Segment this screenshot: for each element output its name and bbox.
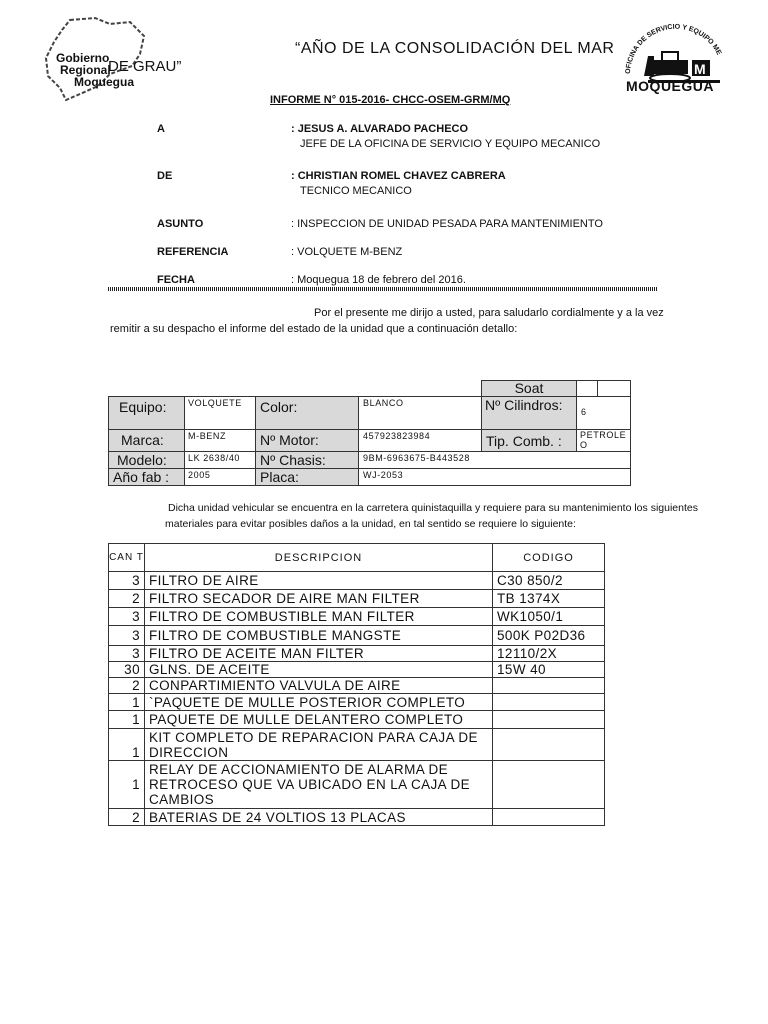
logo-moquegua: MOQUEGUA [626, 78, 714, 94]
soat-label: Soat [481, 380, 577, 397]
row-description: FILTRO DE ACEITE MAN FILTER [145, 646, 493, 662]
to-name: : JESUS A. ALVARADO PACHECO [291, 123, 469, 135]
from-name: : CHRISTIAN ROMEL CHAVEZ CABRERA [291, 170, 506, 182]
materials-table [108, 543, 605, 826]
row-description: GLNS. DE ACEITE [145, 662, 493, 678]
row-code: 500K P02D36 [493, 626, 605, 646]
table-row [109, 590, 605, 608]
row-qty: 3 [109, 572, 145, 590]
row-qty: 3 [109, 608, 145, 626]
row-description: BATERIAS DE 24 VOLTIOS 13 PLACAS [145, 809, 493, 826]
body-line-2: materiales para evitar posibles daños a la unidad, en tal sentido se requiere lo siguiente: [165, 518, 576, 530]
anio-label: Año fab : [108, 468, 185, 486]
soat-extra-cell [597, 380, 631, 397]
comb-label: Tip. Comb. : [481, 429, 577, 452]
color-label: Color: [255, 396, 359, 430]
table-row [109, 646, 605, 662]
cilindros-label: Nº Cilindros: [481, 396, 577, 430]
row-code: C30 850/2 [493, 572, 605, 590]
row-code: 15W 40 [493, 662, 605, 678]
dotted-divider [108, 287, 658, 291]
header-code: CODIGO [493, 544, 605, 572]
to-title: JEFE DE LA OFICINA DE SERVICIO Y EQUIPO MECANICO [300, 138, 601, 150]
equipo-label: Equipo: [108, 396, 185, 430]
reference-value: : VOLQUETE M-BENZ [291, 246, 403, 258]
subject-value: : INSPECCION DE UNIDAD PESADA PARA MANTENIMIENTO [291, 218, 603, 230]
row-description: FILTRO DE COMBUSTIBLE MAN FILTER [145, 608, 493, 626]
table-row [109, 572, 605, 590]
from-title: TECNICO MECANICO [300, 185, 412, 197]
row-description: CONPARTIMIENTO VALVULA DE AIRE [145, 678, 493, 694]
comb-value: PETROLEO [576, 429, 631, 452]
marca-label: Marca: [108, 429, 185, 452]
row-qty: 3 [109, 646, 145, 662]
row-description: KIT COMPLETO DE REPARACION PARA CAJA DE DIRECCION [145, 729, 493, 761]
row-code [493, 729, 605, 761]
row-code [493, 809, 605, 826]
logo-arc-text: OFICINA DE SERVICIO Y EQUIPO ME [624, 23, 723, 75]
modelo-label: Modelo: [108, 451, 185, 469]
row-description: RELAY DE ACCIONAMIENTO DE ALARMA DE RETROCESO QUE VA UBICADO EN LA CAJA DE CAMBIOS [145, 761, 493, 809]
row-description: FILTRO DE COMBUSTIBLE MANGSTE [145, 626, 493, 646]
table-row [109, 662, 605, 678]
row-qty: 1 [109, 729, 145, 761]
header-qty: CAN T [109, 544, 145, 572]
anio-value: 2005 [184, 468, 256, 486]
row-code [493, 711, 605, 729]
chasis-label: Nº Chasis: [255, 451, 359, 469]
chasis-value: 9BM-6963675-B443528 [358, 451, 631, 469]
table-row [109, 626, 605, 646]
logo-line-3: Moquegua [74, 75, 134, 89]
row-description: FILTRO DE AIRE [145, 572, 493, 590]
row-qty: 30 [109, 662, 145, 678]
intro-line-1: Por el presente me dirijo a usted, para saludarlo cordialmente y a la vez [314, 307, 664, 319]
reference-label: REFERENCIA [157, 246, 229, 258]
marca-value: M-BENZ [184, 429, 256, 452]
row-qty: 3 [109, 626, 145, 646]
logo-line-2: Regional [60, 63, 111, 77]
table-header-row [109, 544, 605, 572]
row-qty: 1 [109, 761, 145, 809]
placa-value: WJ-2053 [358, 468, 631, 486]
body-line-1: Dicha unidad vehicular se encuentra en la carretera quinistaquilla y requiere para su mantenimiento los siguientes [168, 502, 698, 514]
table-row [109, 761, 605, 809]
to-label: A [157, 123, 165, 135]
row-qty: 2 [109, 809, 145, 826]
row-qty: 2 [109, 590, 145, 608]
table-row [109, 729, 605, 761]
motor-value: 457923823984 [358, 429, 482, 452]
date-label: FECHA [157, 274, 195, 286]
osem-logo [618, 16, 728, 96]
soat-value-cell [576, 380, 598, 397]
table-row [109, 678, 605, 694]
year-title: “AÑO DE LA CONSOLIDACIÓN DEL MAR [295, 40, 615, 57]
table-row [109, 694, 605, 711]
vehicle-data-table [108, 380, 631, 487]
year-title-continuation: DE GRAU” [108, 58, 182, 75]
logo-line-1: Gobierno [56, 51, 110, 65]
date-value: : Moquegua 18 de febrero del 2016. [291, 274, 466, 286]
cilindros-value: 6 [576, 396, 631, 430]
color-value: BLANCO [358, 396, 482, 430]
placa-label: Placa: [255, 468, 359, 486]
row-code [493, 761, 605, 809]
row-qty: 1 [109, 711, 145, 729]
equipo-value: VOLQUETE [184, 396, 256, 430]
row-code: 12110/2X [493, 646, 605, 662]
motor-label: Nº Motor: [255, 429, 359, 452]
intro-line-2: remitir a su despacho el informe del estado de la unidad que a continuación detallo: [110, 323, 518, 335]
report-number: INFORME N° 015-2016- CHCC-OSEM-GRM/MQ [270, 94, 511, 106]
row-description: `PAQUETE DE MULLE POSTERIOR COMPLETO [145, 694, 493, 711]
from-label: DE [157, 170, 173, 182]
row-qty: 1 [109, 694, 145, 711]
logo-badge-letter: M [694, 61, 706, 77]
subject-label: ASUNTO [157, 218, 204, 230]
modelo-value: LK 2638/40 [184, 451, 256, 469]
table-row [109, 711, 605, 729]
table-row [109, 809, 605, 826]
header-description: DESCRIPCION [145, 544, 493, 572]
row-code [493, 694, 605, 711]
row-code: TB 1374X [493, 590, 605, 608]
row-code [493, 678, 605, 694]
row-description: FILTRO SECADOR DE AIRE MAN FILTER [145, 590, 493, 608]
row-description: PAQUETE DE MULLE DELANTERO COMPLETO [145, 711, 493, 729]
row-code: WK1050/1 [493, 608, 605, 626]
table-row [109, 608, 605, 626]
row-qty: 2 [109, 678, 145, 694]
